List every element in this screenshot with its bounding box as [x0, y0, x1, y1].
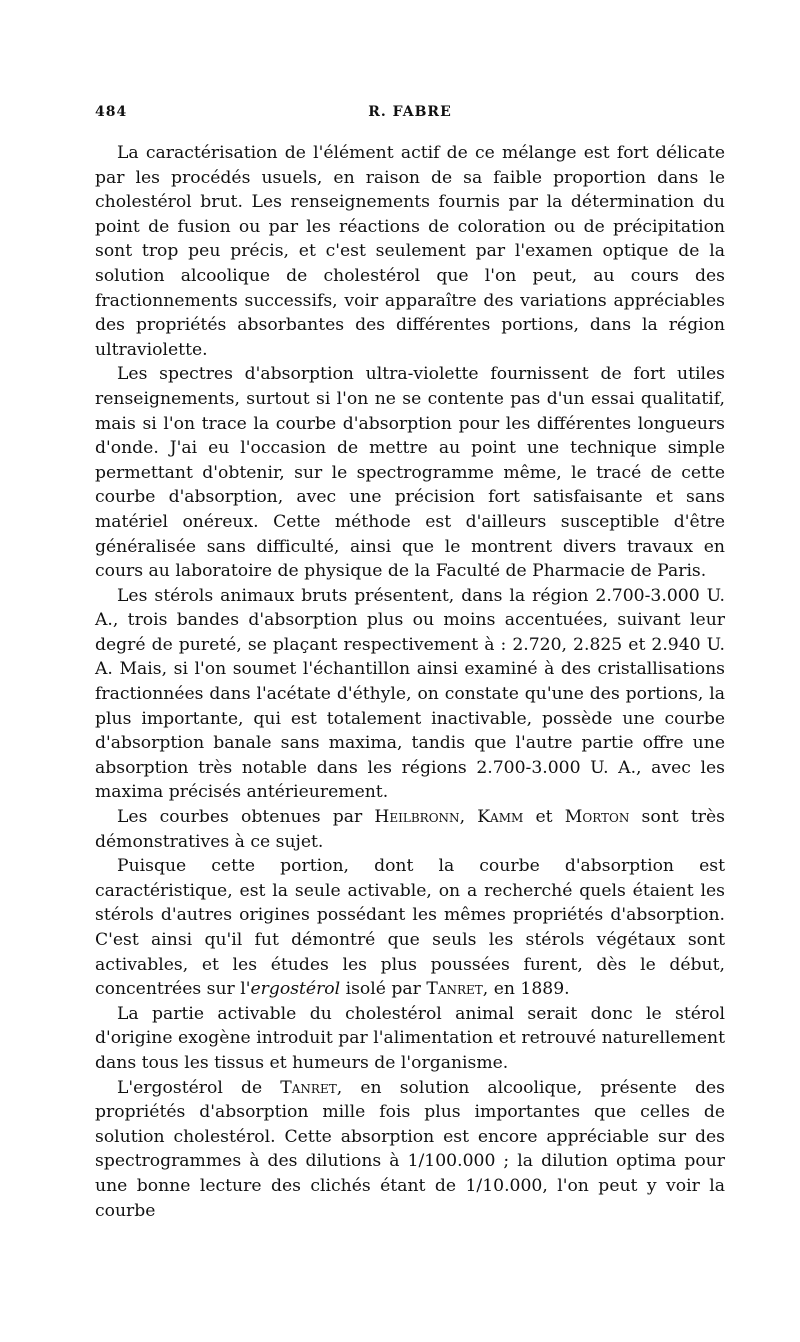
- paragraph-exogenous-origin: La partie activable du cholestérol animal serait donc le stérol d'origine exogène introduit par l'alimentation et retrouvé naturellement dans tous les tissus et humeurs de l'organisme.: [95, 1003, 725, 1073]
- paragraph-uv-spectra: Les spectres d'absorption ultra-violette fournissent de fort utiles renseignements, surtout si l'on ne se contente pas d'un essai qualitatif, mais si l'on trace la courbe d'absorption pour les différentes longueurs d'onde. J'ai eu l'occasion de mettre au point une technique simple permettant d'obtenir, sur le spectrogramme même, le tracé de cette courbe d'absorption, avec une précision fort satisfaisante et sans matériel onéreux. Cette méthode est d'ailleurs susceptible d'être généralisée sans difficulté, ainsi que le montrent divers travaux en cours au laboratoire de physique de la Faculté de Pharmacie de Paris.: [95, 364, 725, 582]
- author-name-tanret: Tanret: [280, 1077, 337, 1098]
- author-name-kamm: Kamm: [477, 807, 524, 828]
- author-name-heilbronn: Heilbronn: [374, 807, 460, 828]
- author-name-morton: Morton: [564, 807, 630, 828]
- body-text: [95, 141, 725, 1223]
- running-header: [95, 104, 725, 130]
- text-run: , en solution alcoolique, présente des propriétés d'absorption mille fois plus importantes que celles de solution cholestérol. Cette absorption est encore appréciable sur des spectrogrammes à des dilutions à 1/100.000 ; la dilution optima pour une bonne lecture des clichés étant de 1/10.000, l'on peut y voir la courbe: [95, 1077, 725, 1221]
- text-run: Puisque cette portion, dont la courbe d'absorption est caractéristique, est la seule activable, on a recherché quels étaient les stérols d'autres origines possédant les mêmes propriétés d'absorption. C'est ainsi qu'il fut démontré que seuls les stérols végétaux sont activables, et les études les plus poussées furent, dès le début, concentrées sur l': [95, 856, 725, 1000]
- text-run: sont très démonstratives à ce sujet.: [95, 807, 725, 852]
- page-number: 484: [95, 104, 128, 120]
- paragraph-curves: [95, 805, 725, 854]
- text-run: Les courbes obtenues par: [117, 807, 375, 828]
- running-head-author: R. FABRE: [368, 104, 452, 120]
- author-name-tanret: Tanret: [426, 979, 483, 1000]
- text-run: , en 1889.: [482, 979, 570, 1000]
- paragraph-activable-portion: [95, 854, 725, 1002]
- emphasis-ergosterol: ergostérol: [250, 979, 341, 1000]
- text-run: ,: [459, 807, 478, 828]
- text-run: isolé par: [340, 979, 427, 1000]
- text-run: L'ergostérol de: [117, 1077, 281, 1098]
- paragraph-characterisation: La caractérisation de l'élément actif de ce mélange est fort délicate par les procédés usuels, en raison de sa faible proportion dans le cholestérol brut. Les renseignements fournis par la détermination du point de fusion ou par les réactions de coloration ou de précipitation sont trop peu précis, et c'est seulement par l'examen optique de la solution alcoolique de cholestérol que l'on peut, au cours des fractionnements successifs, voir apparaître des variations appréciables des propriétés absorbantes des différentes portions, dans la région ultraviolette.: [95, 143, 725, 360]
- paragraph-animal-sterols: Les stérols animaux bruts présentent, dans la région 2.700-3.000 U. A., trois bandes d'absorption plus ou moins accentuées, suivant leur degré de pureté, se plaçant respectivement à : 2.720, 2.825 et 2.940 U. A. Mais, si l'on soumet l'échantillon ainsi examiné à des cristallisations fractionnées dans l'acétate d'éthyle, on constate qu'une des portions, la plus importante, qui est totalement inactivable, possède une courbe d'absorption banale sans maxima, tandis que l'autre partie offre une absorption très notable dans les régions 2.700-3.000 U. A., avec les maxima précisés antérieurement.: [95, 585, 725, 803]
- text-run: et: [523, 807, 565, 828]
- paragraph-ergosterol-absorption: [95, 1076, 725, 1224]
